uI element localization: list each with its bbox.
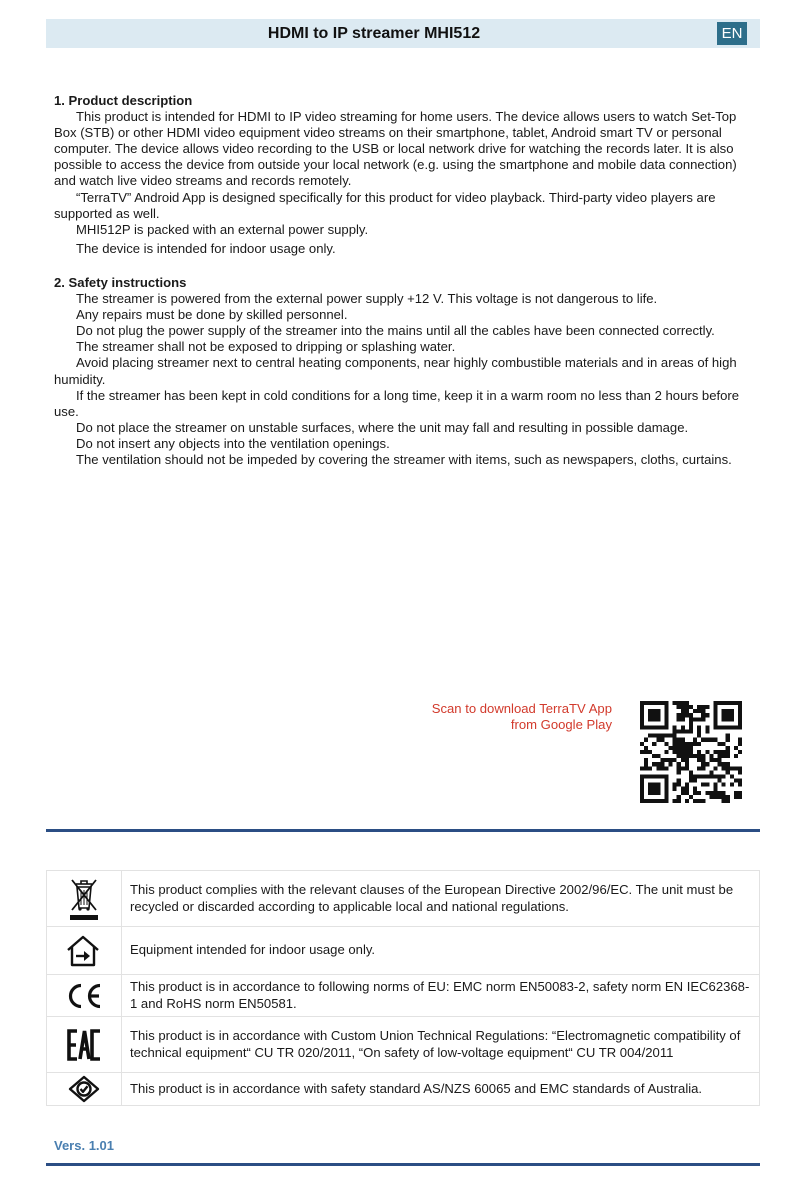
paragraph: If the streamer has been kept in cold conditions for a long time, keep it in a warm room no less than 2 hours before use. (54, 387, 740, 419)
paragraph: The streamer shall not be exposed to dripping or splashing water. (76, 339, 456, 355)
header-bar (46, 19, 760, 48)
paragraph: The device is intended for indoor usage only. (76, 240, 336, 256)
qr-caption-line1: Scan to download TerraTV App (431, 701, 612, 716)
divider-top (46, 829, 760, 832)
eac-mark-icon (66, 1029, 102, 1061)
compliance-row-eac (47, 1017, 759, 1073)
indoor-use-house-icon (65, 934, 103, 968)
paragraph: “TerraTV” Android App is designed specifically for this product for video playback. Third-party video players are supported as well. (54, 189, 716, 221)
paragraph: Any repairs must be done by skilled personnel. (76, 307, 348, 323)
compliance-text: This product complies with the relevant clauses of the European Directive 2002/96/EC. The unit must be recycled or discarded according to applicable local and national regulations. (130, 882, 734, 914)
language-badge: EN (717, 22, 747, 45)
compliance-row-rcm (47, 1073, 759, 1105)
paragraph: Do not plug the power supply of the streamer into the mains until all the cables have been connected correctly. (76, 323, 715, 339)
qr-caption-line2: from Google Play (510, 717, 612, 733)
ce-mark-icon (64, 982, 104, 1010)
compliance-text: This product is in accordance to following norms of EU: EMC norm EN50083-2, safety norm EN IEC62368-1 and RoHS norm EN50581. (130, 979, 750, 1011)
paragraph: The ventilation should not be impeded by covering the streamer with items, such as newspapers, cloths, curtains. (76, 451, 732, 467)
section-heading-product-description: 1. Product description (54, 93, 193, 108)
compliance-row-ce (47, 975, 759, 1017)
weee-crossed-bin-icon (65, 876, 103, 922)
paragraph: The streamer is powered from the external power supply +12 V. This voltage is not dangerous to life. (76, 291, 658, 307)
paragraph: Avoid placing streamer next to central heating components, near highly combustible materials and in areas of high humidity. (54, 355, 737, 387)
document-body (54, 93, 754, 468)
rcm-mark-icon (68, 1075, 100, 1103)
paragraph: Do not place the streamer on unstable surfaces, where the unit may fall and resulting in possible damage. (76, 419, 689, 435)
section-heading-safety-instructions: 2. Safety instructions (54, 274, 187, 290)
compliance-text: Equipment intended for indoor usage only. (130, 942, 376, 958)
version-label: Vers. 1.01 (54, 1138, 114, 1153)
divider-bottom (46, 1163, 760, 1166)
paragraph: MHI512P is packed with an external power supply. (76, 221, 369, 237)
qr-caption (380, 701, 612, 733)
document-title: HDMI to IP streamer MHI512 (267, 25, 481, 42)
paragraph: Do not insert any objects into the ventilation openings. (76, 435, 390, 451)
compliance-text: This product is in accordance with safety standard AS/NZS 60065 and EMC standards of Australia. (130, 1080, 703, 1096)
qr-code[interactable] (640, 701, 742, 803)
compliance-text: This product is in accordance with Custom Union Technical Regulations: “Electromagnetic compatibility of technical equipment“ CU TR 020/2011, “On safety of low-voltage equipment“ CU TR 004/2011 (130, 1028, 741, 1060)
compliance-table (46, 870, 760, 1106)
paragraph: This product is intended for HDMI to IP video streaming for home users. The device allows users to watch Set-Top Box (STB) or other HDMI video equipment video streams on their smartphone, tablet, Android smart TV or personal computer. The device allows video recording to the USB or local network drive for watching the records later. It is also possible to access the device from outside your local network (e.g. using the smartphone and mobile data connection) and watch live video streams and records remotely. (54, 109, 737, 189)
compliance-row-weee (47, 871, 759, 927)
compliance-row-indoor (47, 927, 759, 975)
